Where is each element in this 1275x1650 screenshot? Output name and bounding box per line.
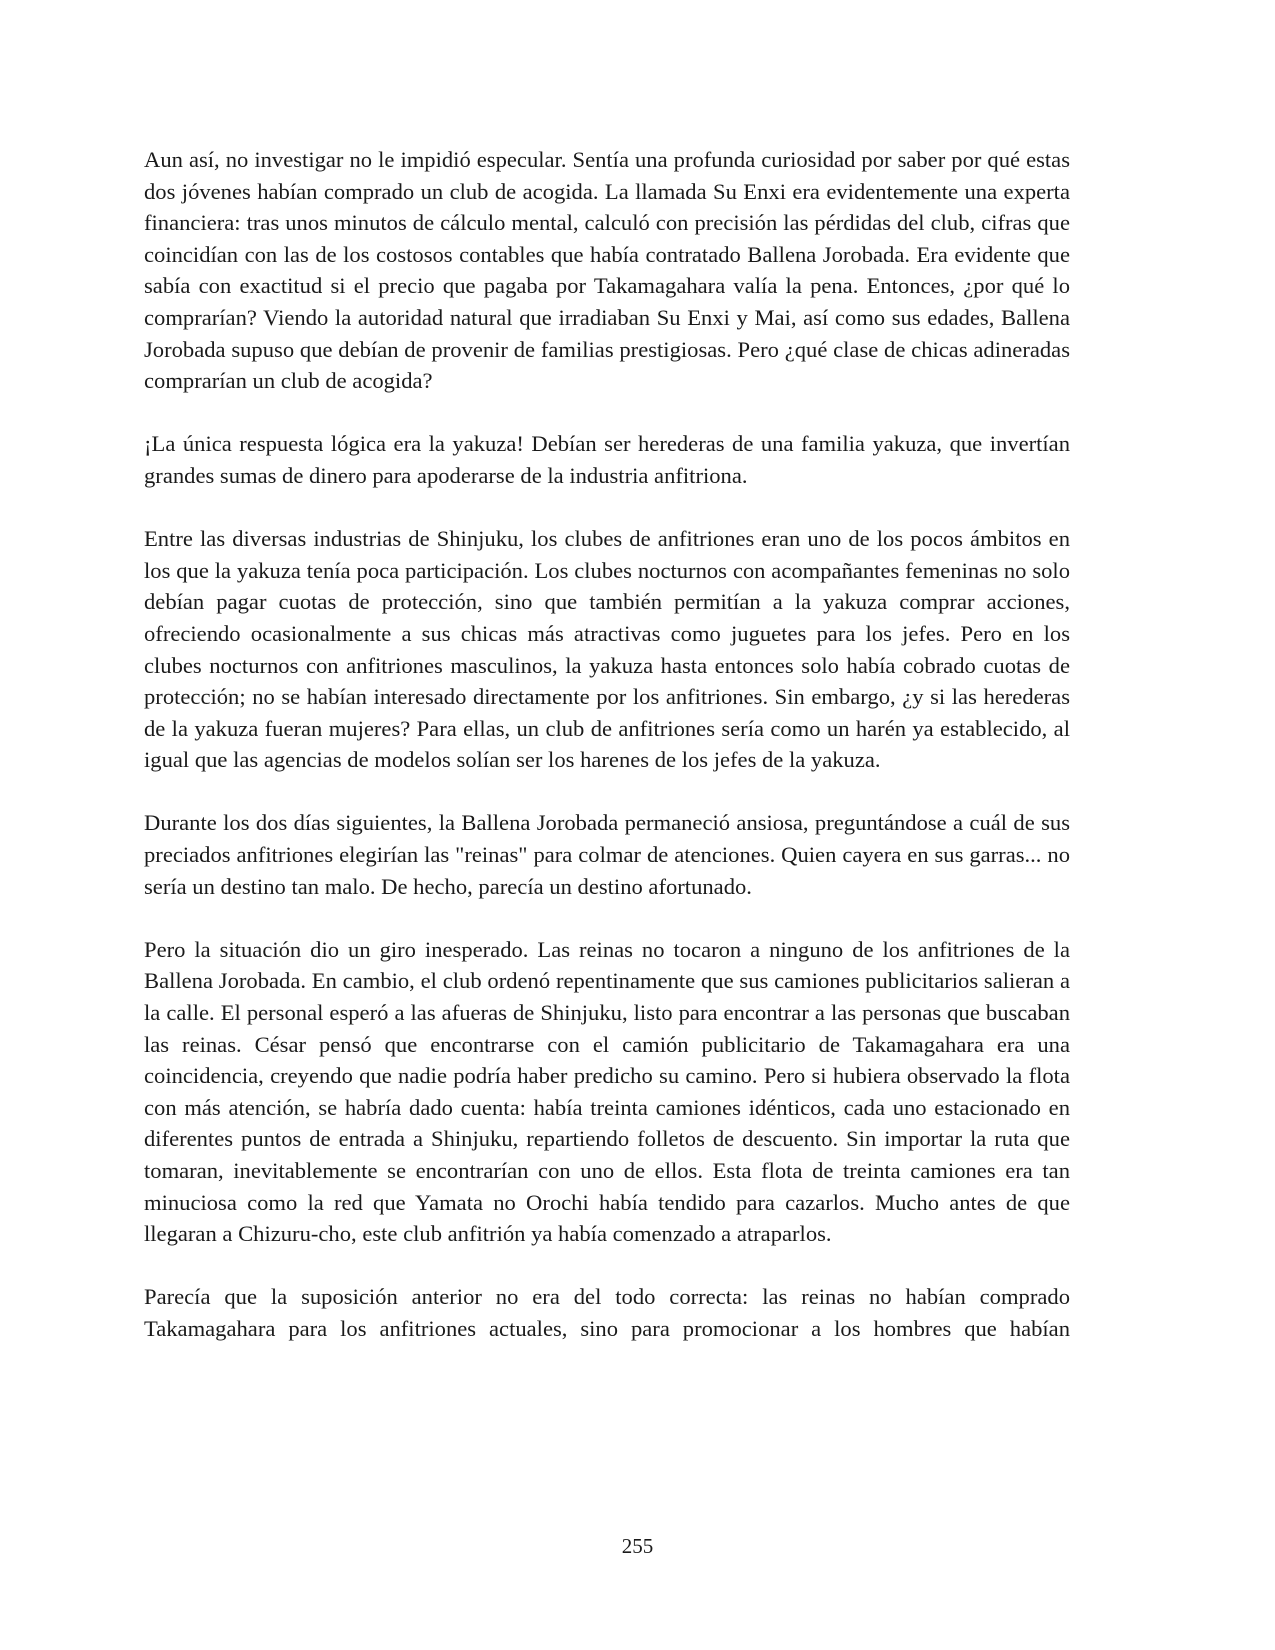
paragraph: Pero la situación dio un giro inesperado. Las reinas no tocaron a ninguno de los anfitriones de la Ballena Jorobada. En cambio, el club ordenó repentinamente que sus camiones publicitarios salieran a la calle. El personal esperó a las afueras de Shinjuku, listo para encontrar a las personas que buscaban las reinas. César pensó que encontrarse con el camión publicitario de Takamagahara era una coincidencia, creyendo que nadie podría haber predicho su camino. Pero si hubiera observado la flota con más atención, se habría dado cuenta: había treinta camiones idénticos, cada uno estacionado en diferentes puntos de entrada a Shinjuku, repartiendo folletos de descuento. Sin importar la ruta que tomaran, inevitablemente se encontrarían con uno de ellos. Esta flota de treinta camiones era tan minuciosa como la red que Yamata no Orochi había tendido para cazarlos. Mucho antes de que llegaran a Chizuru-cho, este club anfitrión ya había comenzado a atraparlos. [144, 936, 1070, 1247]
paragraph: Parecía que la suposición anterior no era del todo correcta: las reinas no habían comprado Takamagahara para los anfitriones actuales, sino para promocionar a los hombres que habían [144, 1284, 1070, 1341]
paragraph: ¡La única respuesta lógica era la yakuza! Debían ser herederas de una familia yakuza, que invertían grandes sumas de dinero para apoderarse de la industria anfitriona. [144, 431, 1070, 488]
paragraph: Entre las diversas industrias de Shinjuku, los clubes de anfitriones eran uno de los pocos ámbitos en los que la yakuza tenía poca participación. Los clubes nocturnos con acompañantes femeninas no solo debían pagar cuotas de protección, sino que también permitían a la yakuza comprar acciones, ofreciendo ocasionalmente a sus chicas más atractivas como juguetes para los jefes. Pero en los clubes nocturnos con anfitriones masculinos, la yakuza hasta entonces solo había cobrado cuotas de protección; no se habían interesado directamente por los anfitriones. Sin embargo, ¿y si las herederas de la yakuza fueran mujeres? Para ellas, un club de anfitriones sería como un harén ya establecido, al igual que las agencias de modelos solían ser los harenes de los jefes de la yakuza. [144, 526, 1070, 773]
paragraph: Durante los dos días siguientes, la Ballena Jorobada permaneció ansiosa, preguntándose a cuál de sus preciados anfitriones elegirían las "reinas" para colmar de atenciones. Quien cayera en sus garras... no sería un destino tan malo. De hecho, parecía un destino afortunado. [144, 810, 1070, 899]
paragraph: Aun así, no investigar no le impidió especular. Sentía una profunda curiosidad por saber por qué estas dos jóvenes habían comprado un club de acogida. La llamada Su Enxi era evidentemente una experta financiera: tras unos minutos de cálculo mental, calculó con precisión las pérdidas del club, cifras que coincidían con las de los costosos contables que había contratado Ballena Jorobada. Era evidente que sabía con exactitud si el precio que pagaba por Takamagahara valía la pena. Entonces, ¿por qué lo comprarían? Viendo la autoridad natural que irradiaban Su Enxi y Mai, así como sus edades, Ballena Jorobada supuso que debían de provenir de familias prestigiosas. Pero ¿qué clase de chicas adineradas comprarían un club de acogida? [144, 147, 1070, 394]
page-number: 255 [621, 1534, 654, 1558]
page-body [144, 144, 1070, 1345]
